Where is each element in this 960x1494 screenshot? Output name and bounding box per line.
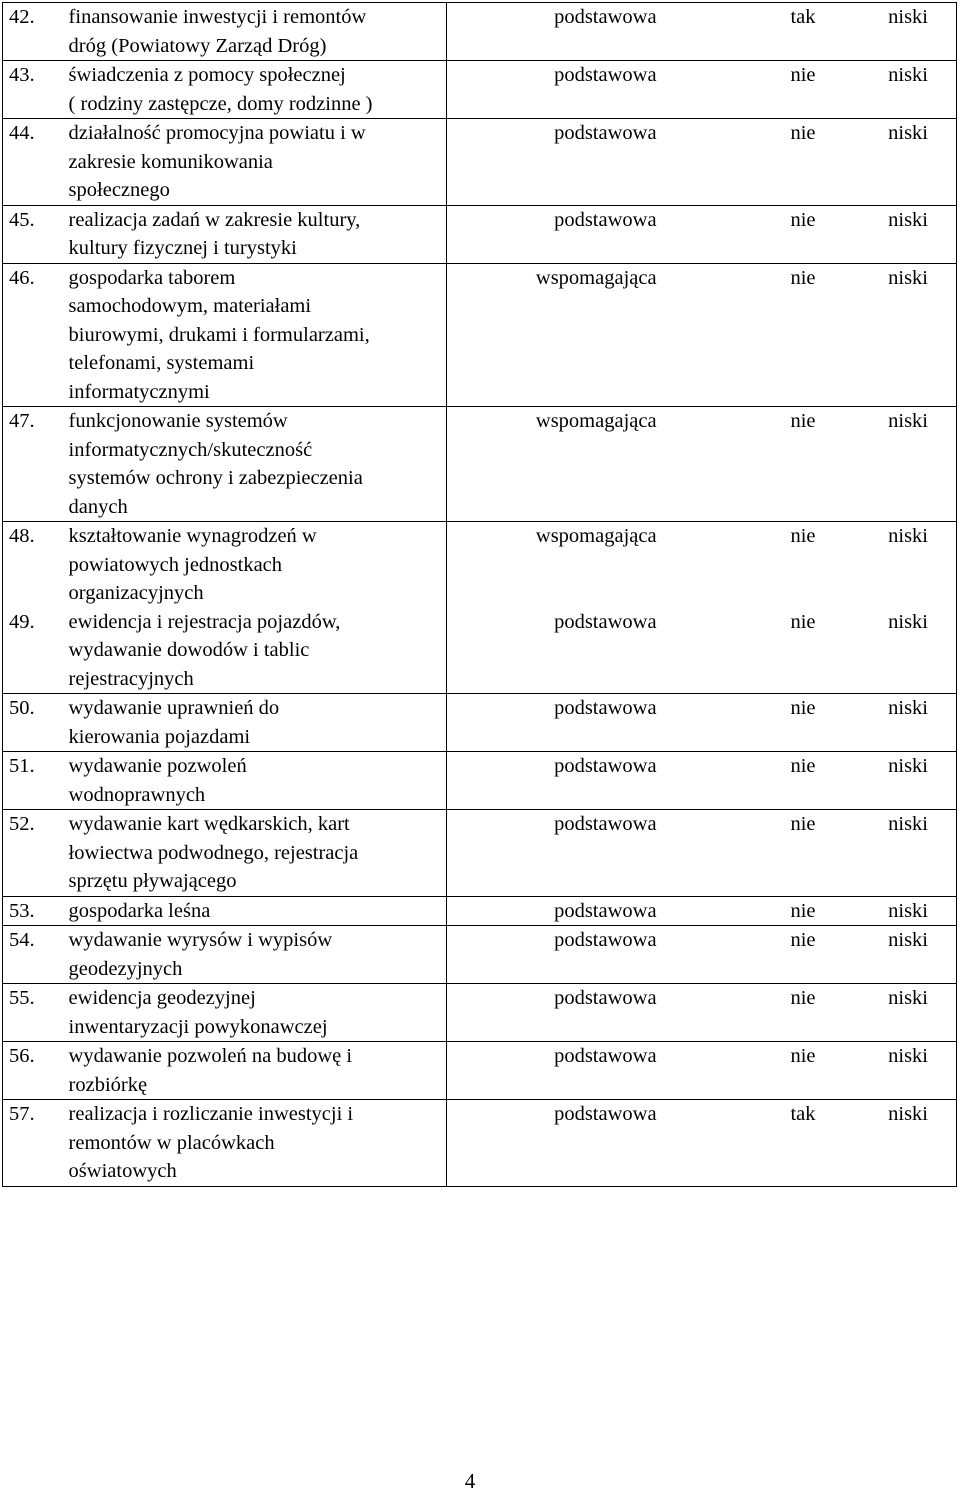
row-description bbox=[65, 984, 447, 1042]
description-line: kształtowanie wynagrodzeń w bbox=[68, 525, 317, 547]
row-category: podstawowa bbox=[447, 205, 662, 263]
row-flag: nie bbox=[662, 926, 820, 984]
table-row bbox=[3, 61, 957, 119]
row-flag: tak bbox=[662, 1100, 820, 1187]
row-level: niski bbox=[820, 1042, 957, 1100]
row-flag: nie bbox=[790, 610, 816, 633]
row-flag: nie bbox=[662, 119, 820, 206]
row-flag: nie bbox=[662, 522, 820, 608]
row-category: podstawowa bbox=[447, 896, 662, 926]
description-line: gospodarka taborem bbox=[68, 266, 236, 289]
description-line: działalność promocyjna powiatu i w bbox=[68, 122, 366, 144]
description-line: biurowymi, drukami i formularzami, bbox=[68, 323, 370, 346]
row-category: podstawowa bbox=[447, 752, 662, 810]
row-category: wspomagająca bbox=[447, 263, 662, 407]
table-row bbox=[3, 896, 957, 926]
row-description bbox=[65, 608, 447, 694]
table-body bbox=[3, 3, 957, 1187]
row-category: podstawowa bbox=[447, 926, 662, 984]
table-row bbox=[3, 119, 957, 206]
row-flag: tak bbox=[662, 3, 820, 61]
row-description bbox=[65, 1042, 447, 1100]
row-flag: nie bbox=[662, 694, 820, 752]
description-line: ewidencja geodezyjnej bbox=[68, 987, 256, 1009]
description-line: oświatowych bbox=[68, 1160, 177, 1182]
row-flag: nie bbox=[662, 1042, 820, 1100]
table-row bbox=[3, 407, 957, 522]
row-description bbox=[65, 407, 447, 522]
table-row bbox=[3, 1042, 957, 1100]
row-description bbox=[65, 3, 447, 61]
row-description bbox=[65, 61, 447, 119]
row-number: 44. bbox=[3, 119, 65, 206]
row-flag: nie bbox=[662, 810, 820, 897]
description-line: informatycznymi bbox=[68, 380, 210, 403]
row-level: niski bbox=[820, 926, 957, 984]
description-line: wydawanie uprawnień do bbox=[68, 697, 280, 719]
row-number: 46. bbox=[3, 263, 65, 407]
row-category: podstawowa bbox=[447, 694, 662, 752]
table-row bbox=[3, 1100, 957, 1187]
description-line: rejestracyjnych bbox=[68, 667, 194, 690]
description-line: ( rodziny zastępcze, domy rodzinne ) bbox=[68, 92, 373, 115]
row-level: niski bbox=[820, 119, 957, 206]
row-description bbox=[65, 926, 447, 984]
row-description bbox=[65, 263, 447, 407]
row-number: 49. bbox=[3, 608, 65, 694]
row-level: niski bbox=[820, 752, 957, 810]
row-category: podstawowa bbox=[447, 3, 662, 61]
description-line: informatycznych/skuteczność bbox=[68, 438, 313, 461]
table-row bbox=[3, 3, 957, 61]
description-line: sprzętu pływającego bbox=[68, 870, 237, 892]
description-line: kultury fizycznej i turystyki bbox=[68, 237, 297, 259]
description-line: realizacja zadań w zakresie kultury, bbox=[68, 208, 361, 231]
description-line: powiatowych jednostkach bbox=[68, 553, 283, 576]
row-category: podstawowa bbox=[447, 61, 662, 119]
row-description bbox=[65, 119, 447, 206]
row-description bbox=[65, 810, 447, 897]
description-line: łowiectwa podwodnego, rejestracja bbox=[68, 841, 359, 864]
row-category: podstawowa bbox=[447, 1042, 662, 1100]
table-row bbox=[3, 984, 957, 1042]
row-number: 57. bbox=[3, 1100, 65, 1187]
description-line: zakresie komunikowania bbox=[68, 150, 273, 173]
description-line: gospodarka leśna bbox=[68, 899, 211, 922]
table-row bbox=[3, 752, 957, 810]
row-number: 45. bbox=[3, 205, 65, 263]
page-number: 4 bbox=[464, 1469, 476, 1493]
description-line: danych bbox=[68, 495, 128, 518]
row-description bbox=[65, 752, 447, 810]
description-line: rozbiórkę bbox=[68, 1073, 148, 1096]
description-line: społecznego bbox=[68, 179, 170, 201]
row-category: podstawowa bbox=[447, 984, 662, 1042]
row-category: podstawowa bbox=[447, 1100, 662, 1187]
row-number: 43. bbox=[3, 61, 65, 119]
row-level: niski bbox=[820, 3, 957, 61]
row-level: niski bbox=[820, 694, 957, 752]
row-number: 47. bbox=[3, 407, 65, 522]
row-level: niski bbox=[820, 810, 957, 897]
description-line: remontów w placówkach bbox=[68, 1131, 275, 1154]
row-flag: nie bbox=[662, 205, 820, 263]
description-line: realizacja i rozliczanie inwestycji i bbox=[68, 1103, 354, 1125]
row-level: niski bbox=[820, 896, 957, 926]
description-line: wydawanie wyrysów i wypisów bbox=[68, 929, 333, 951]
row-number: 51. bbox=[3, 752, 65, 810]
description-line: kierowania pojazdami bbox=[68, 725, 251, 748]
row-level: niski bbox=[820, 522, 957, 608]
description-line: funkcjonowanie systemów bbox=[68, 410, 288, 432]
table-row bbox=[3, 522, 957, 608]
row-level: niski bbox=[820, 205, 957, 263]
row-level: niski bbox=[820, 1100, 957, 1187]
description-line: wydawanie pozwoleń bbox=[68, 755, 247, 777]
row-flag: nie bbox=[662, 752, 820, 810]
row-category: wspomagająca bbox=[447, 407, 662, 522]
row-number: 52. bbox=[3, 810, 65, 897]
description-line: inwentaryzacji powykonawczej bbox=[68, 1015, 328, 1038]
row-description bbox=[65, 205, 447, 263]
description-line: wydawanie dowodów i tablic bbox=[68, 639, 310, 661]
task-table bbox=[2, 2, 957, 1187]
row-level: niski bbox=[820, 263, 957, 407]
description-line: samochodowym, materiałami bbox=[68, 295, 312, 317]
row-number: 56. bbox=[3, 1042, 65, 1100]
table-row bbox=[3, 205, 957, 263]
row-description bbox=[65, 694, 447, 752]
description-line: dróg (Powiatowy Zarząd Dróg) bbox=[68, 34, 327, 57]
row-number: 50. bbox=[3, 694, 65, 752]
row-level: niski bbox=[820, 608, 957, 694]
row-description bbox=[65, 522, 447, 608]
row-flag: nie bbox=[662, 407, 820, 522]
row-level: niski bbox=[820, 61, 957, 119]
row-number: 55. bbox=[3, 984, 65, 1042]
row-category: podstawowa bbox=[554, 610, 657, 633]
row-number: 53. bbox=[3, 896, 65, 926]
table-row bbox=[3, 694, 957, 752]
row-flag: nie bbox=[662, 896, 820, 926]
description-line: ewidencja i rejestracja pojazdów, bbox=[68, 610, 341, 633]
row-category: wspomagająca bbox=[447, 522, 662, 608]
row-description bbox=[65, 896, 447, 926]
row-flag: nie bbox=[662, 263, 820, 407]
table-row bbox=[3, 263, 957, 407]
description-line: świadczenia z pomocy społecznej bbox=[68, 64, 346, 86]
description-line: organizacyjnych bbox=[68, 582, 204, 604]
table-row bbox=[3, 926, 957, 984]
row-flag: nie bbox=[662, 984, 820, 1042]
description-line: geodezyjnych bbox=[68, 957, 183, 980]
description-line: systemów ochrony i zabezpieczenia bbox=[68, 467, 363, 489]
description-line: finansowanie inwestycji i remontów bbox=[68, 6, 367, 28]
description-line: wydawanie kart wędkarskich, kart bbox=[68, 813, 350, 835]
row-description bbox=[65, 1100, 447, 1187]
row-number: 54. bbox=[3, 926, 65, 984]
row-flag: nie bbox=[662, 61, 820, 119]
description-line: wodnoprawnych bbox=[68, 783, 206, 806]
row-category: podstawowa bbox=[447, 119, 662, 206]
description-line: telefonami, systemami bbox=[68, 352, 255, 374]
row-category: podstawowa bbox=[447, 810, 662, 897]
row-level: niski bbox=[820, 407, 957, 522]
row-level: niski bbox=[820, 984, 957, 1042]
description-line: wydawanie pozwoleń na budowę i bbox=[68, 1045, 353, 1067]
table-row bbox=[3, 608, 957, 694]
table-row bbox=[3, 810, 957, 897]
row-number: 42. bbox=[3, 3, 65, 61]
row-number: 48. bbox=[3, 522, 65, 608]
